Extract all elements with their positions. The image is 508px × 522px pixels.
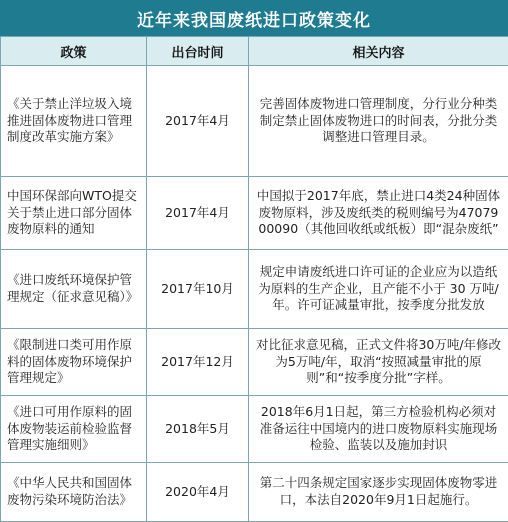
time-cell: 2018年5月 <box>147 396 249 463</box>
header-time: 出台时间 <box>147 37 249 66</box>
content-cell: 第二十四条规定国家逐步实现固体废物零进口，本法自2020年9月1日起施行。 <box>249 463 508 522</box>
policy-cell: 《进口可用作原料的固体废物装运前检验监督管理实施细则》 <box>1 396 147 463</box>
content-cell: 完善固体废物进口管理制度，分行业分种类制定禁止固体废物进口的时间表，分批分类调整进口管理目录。 <box>249 66 508 177</box>
table-row <box>1 66 508 177</box>
time-cell: 2017年12月 <box>147 329 249 396</box>
table-row <box>1 177 508 250</box>
header-content: 相关内容 <box>249 37 508 66</box>
policy-cell: 《中华人民共和国固体废物污染环境防治法》 <box>1 463 147 522</box>
time-cell: 2020年4月 <box>147 463 249 522</box>
table-header-row <box>1 37 508 66</box>
page-title: 近年来我国废纸进口政策变化 <box>0 0 508 36</box>
policy-table <box>0 36 508 522</box>
policy-cell: 《限制进口类可用作原料的固体废物环境保护管理规定》 <box>1 329 147 396</box>
table-row <box>1 250 508 329</box>
policy-cell: 《关于禁止洋垃圾入境推进固体废物进口管理制度改革实施方案》 <box>1 66 147 177</box>
time-cell: 2017年4月 <box>147 177 249 250</box>
content-cell: 中国拟于2017年底，禁止进口4类24种固体废物原料，涉及废纸类的税则编号为4707900090（其他回收纸或纸板）即“混杂废纸” <box>249 177 508 250</box>
table-row <box>1 463 508 522</box>
table-row <box>1 396 508 463</box>
content-cell: 2018年6月1日起，第三方检验机构必须对准备运往中国境内的进口废物原料实施现场检验、监装以及施加封识 <box>249 396 508 463</box>
table-row <box>1 329 508 396</box>
header-policy: 政策 <box>1 37 147 66</box>
policy-cell: 中国环保部向WTO提交关于禁止进口部分固体废物原料的通知 <box>1 177 147 250</box>
time-cell: 2017年10月 <box>147 250 249 329</box>
time-cell: 2017年4月 <box>147 66 249 177</box>
content-cell: 规定申请废纸进口许可证的企业应为以造纸为原料的生产企业，且产能不小于 30 万吨/年。许可证减量审批，按季度分批发放 <box>249 250 508 329</box>
policy-cell: 《进口废纸环境保护管理规定（征求意见稿）》 <box>1 250 147 329</box>
content-cell: 对比征求意见稿，正式文件将30万吨/年修改为5万吨/年，取消“按照减量审批的原则”和“按季度分批”字样。 <box>249 329 508 396</box>
